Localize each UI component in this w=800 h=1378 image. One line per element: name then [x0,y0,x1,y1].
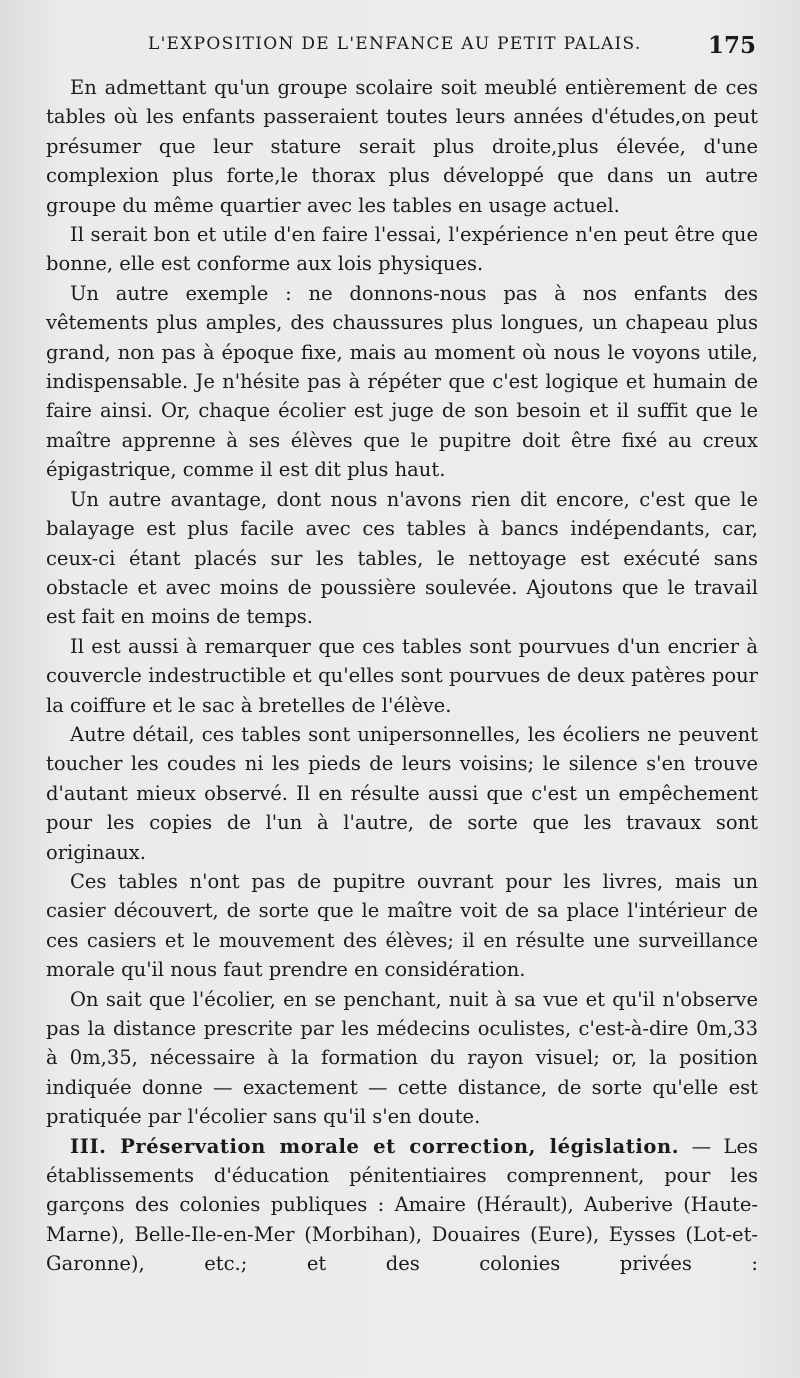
page-header [46,32,760,64]
paragraph: Il est aussi à remarquer que ces tables sont pourvues d'un encrier à couvercle indestructible et qu'elles sont pourvues de deux patères pour la coiffure et le sac à bretelles de l'élève. [46,634,758,717]
paragraph: Autre détail, ces tables sont unipersonnelles, les écoliers ne peuvent toucher les coudes ni les pieds de leurs voisins; le silence s'en trouve d'autant mieux observé. Il en résulte aussi que c'est un empêchement pour les copies de l'un à l'autre, de sorte que les travaux sont originaux. [46,722,758,864]
running-title: L'EXPOSITION DE L'ENFANCE AU PETIT PALAIS. [148,34,642,54]
section-paragraph [46,1132,758,1279]
paragraph: En admettant qu'un groupe scolaire soit meublé entièrement de ces tables où les enfants passeraient toutes leurs années d'études,on peut présumer que leur stature serait plus droite,plus élevée, d'une complexion plus forte,le thorax plus développé que dans un autre groupe du même quartier avec les tables en usage actuel. [46,76,758,217]
paragraph: On sait que l'écolier, en se penchant, nuit à sa vue et qu'il n'observe pas la distance prescrite par les médecins oculistes, c'est-à-dire 0m,33 à 0m,35, nécessaire à la formation du rayon visuel; or, la position indiquée donne — exactement — cette distance, de sorte qu'elle est pratiquée par l'écolier sans qu'il s'en doute. [46,987,758,1129]
page-number: 175 [707,32,756,59]
paragraph: Un autre avantage, dont nous n'avons rien dit encore, c'est que le balayage est plus facile avec ces tables à bancs indépendants, car, ceux-ci étant placés sur les tables, le nettoyage est exécuté sans obstacle et avec moins de poussière soulevée. Ajoutons que le travail est fait en moins de temps. [46,487,758,629]
paragraph: Il serait bon et utile d'en faire l'essai, l'expérience n'en peut être que bonne, elle est conforme aux lois physiques. [46,223,758,276]
paragraph: Un autre exemple : ne donnons-nous pas à nos enfants des vêtements plus amples, des chaussures plus longues, un chapeau plus grand, non pas à époque fixe, mais au moment où nous le voyons utile, indispensable. Je n'hésite pas à répéter que c'est logique et humain de faire ainsi. Or, chaque écolier est juge de son besoin et il suffit que le maître apprenne à ses élèves que le pupitre doit être fixé au creux épigastrique, comme il est dit plus haut. [46,281,758,482]
paragraph: Ces tables n'ont pas de pupitre ouvrant pour les livres, mais un casier découvert, de sorte que le maître voit de sa place l'intérieur de ces casiers et le mouvement des élèves; il en résulte une surveillance morale qu'il nous faut prendre en considération. [46,869,758,982]
section-text: — Les établissements d'éducation pénitentiaires comprennent, pour les garçons des colonies publiques : Amaire (Hérault), Auberive (Haute-Marne), Belle-Ile-en-Mer (Morbihan), Douaires (Eure), Eysses (Lot-et-Garonne), etc.; et des colonies privées : [46,1134,758,1276]
section-heading: III. Préservation morale et correction, législation. [70,1134,680,1158]
body-text [46,73,758,1279]
